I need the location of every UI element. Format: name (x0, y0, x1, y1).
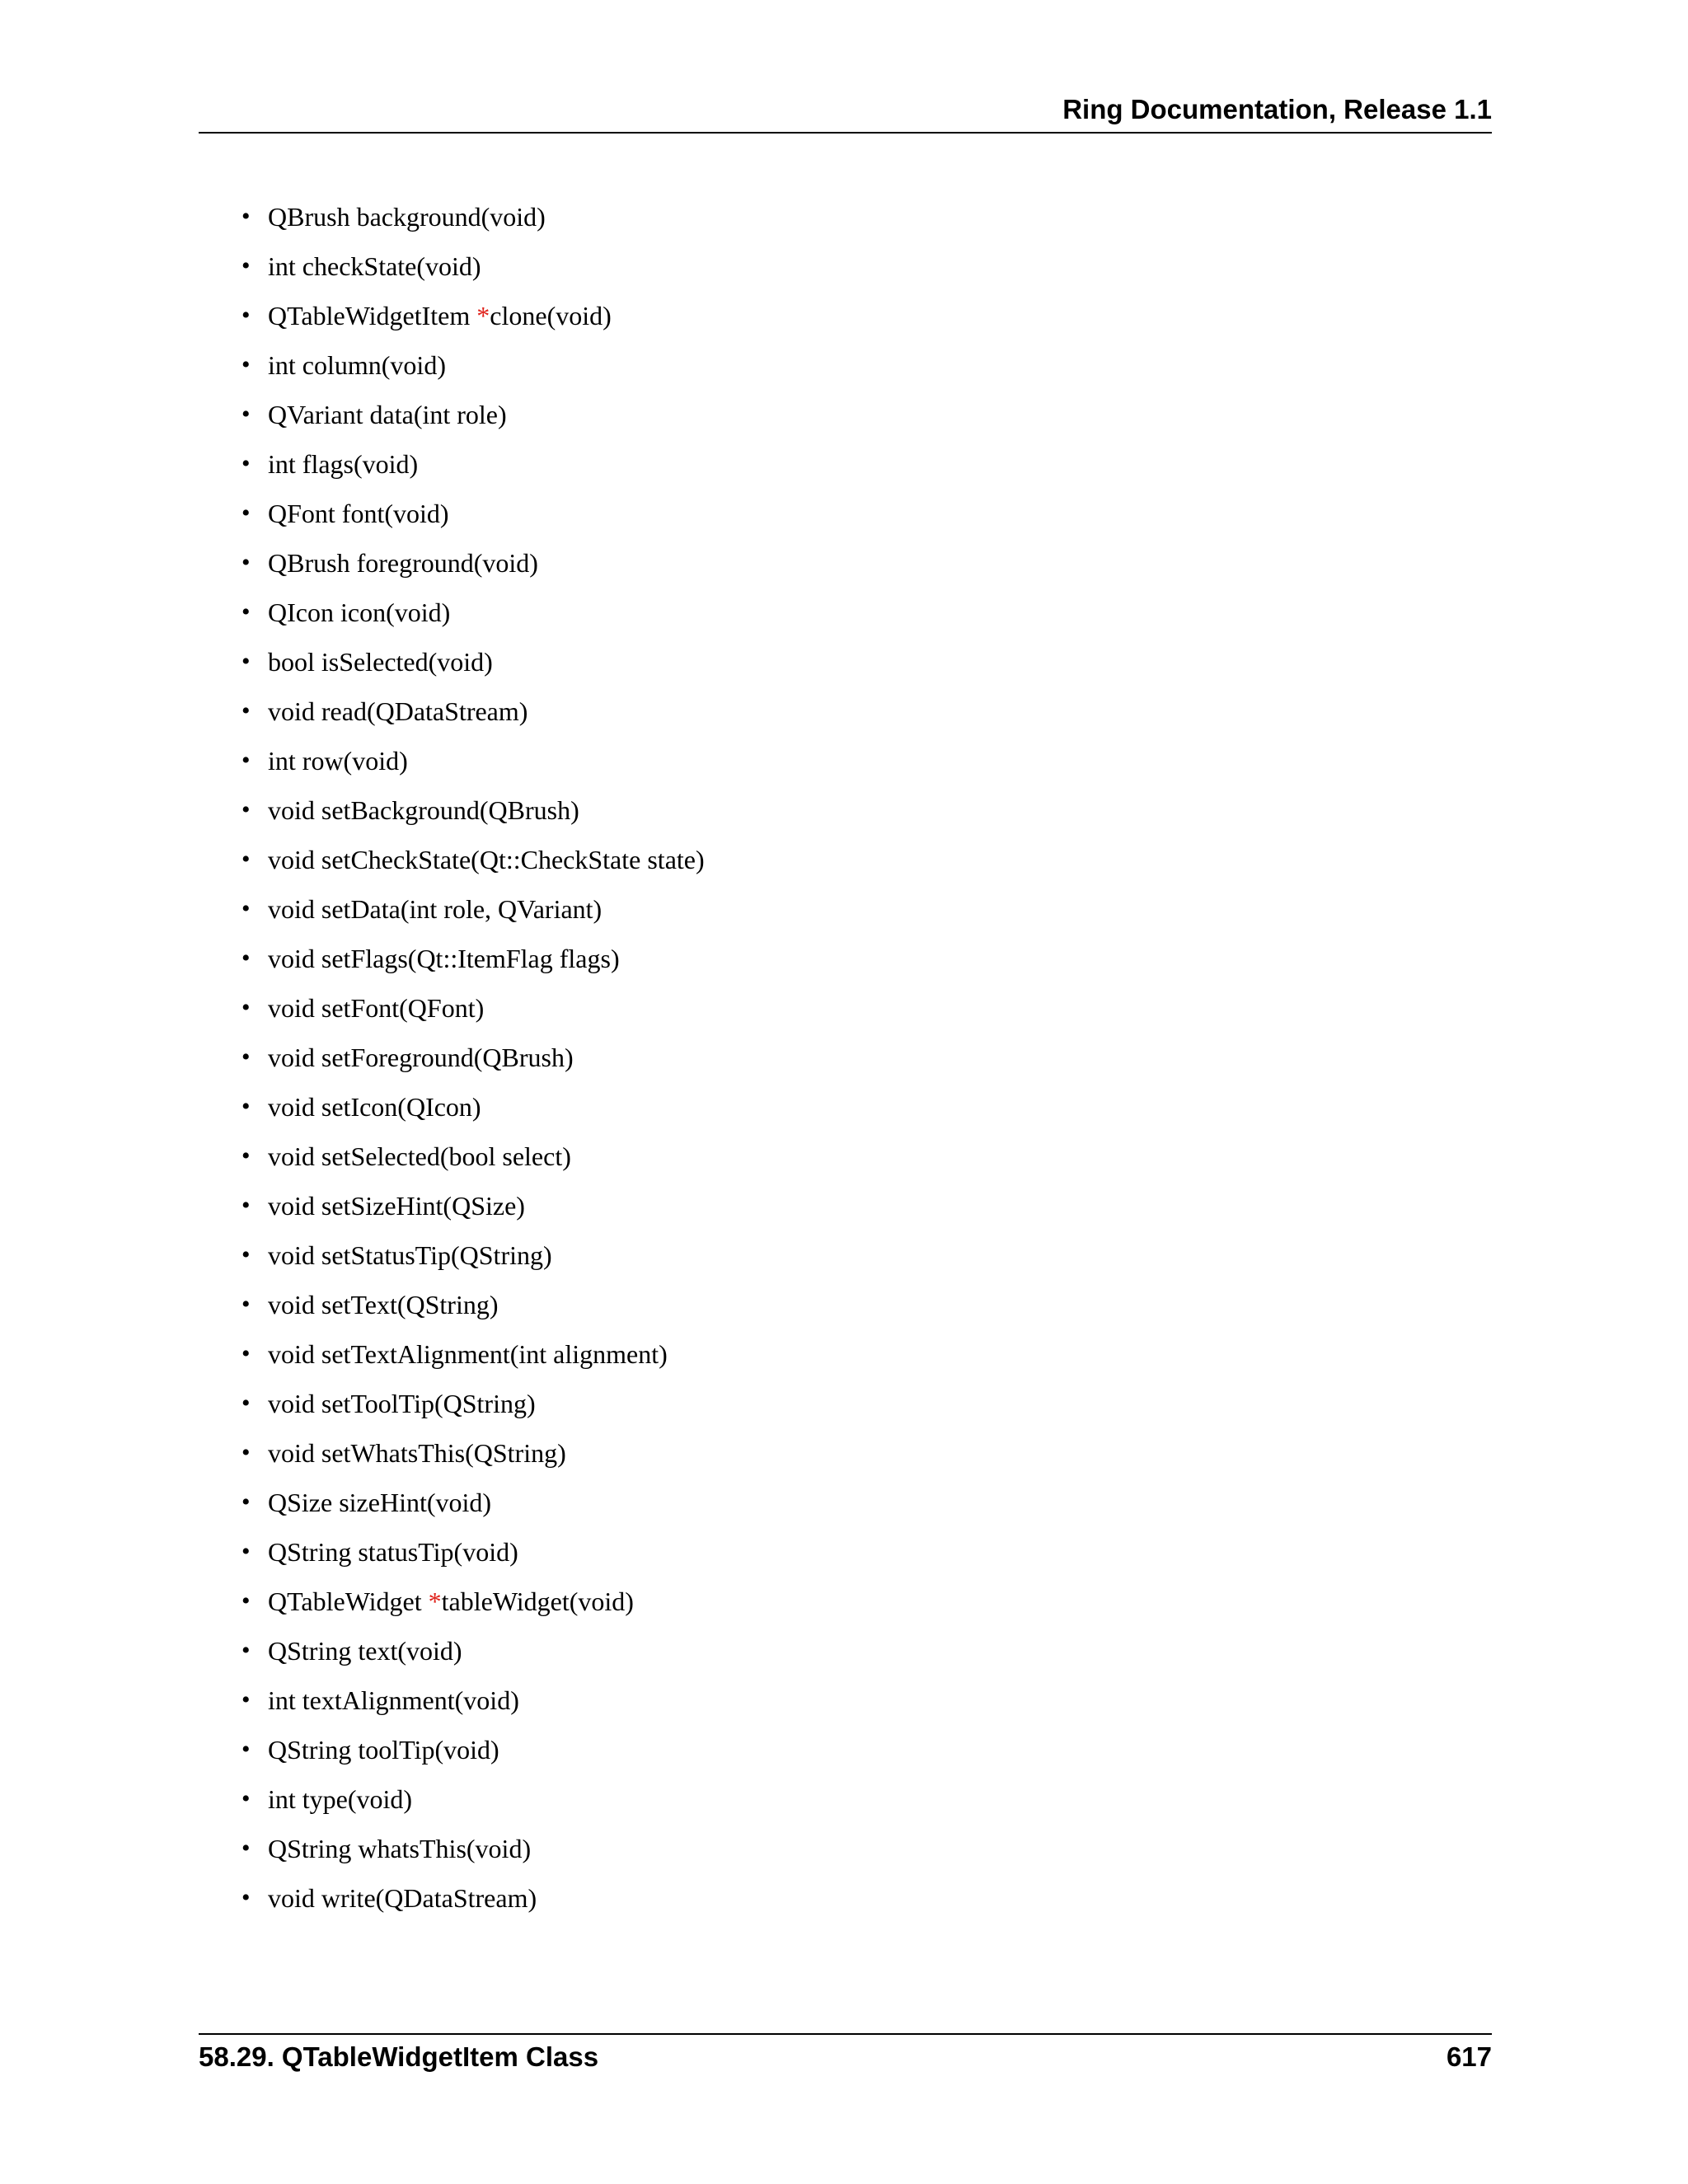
bullet-icon: • (241, 401, 251, 428)
list-item (241, 1879, 705, 1929)
bullet-icon: • (241, 1686, 251, 1713)
method-signature: void setStatusTip(QString) (268, 1240, 552, 1270)
bullet-icon: • (241, 499, 251, 527)
method-signature: QBrush foreground(void) (268, 548, 538, 578)
list-item (241, 841, 705, 890)
section-title: 58.29. QTableWidgetItem Class (199, 2041, 599, 2072)
list-item (241, 1236, 705, 1286)
list-item (241, 989, 705, 1038)
bullet-icon: • (241, 697, 251, 724)
method-signature-rest: clone(void) (490, 301, 612, 330)
method-signature: int column(void) (268, 350, 446, 380)
method-signature: QString whatsThis(void) (268, 1834, 532, 1863)
list-item (241, 544, 705, 593)
method-signature: QSize sizeHint(void) (268, 1488, 492, 1517)
bullet-icon: • (241, 302, 251, 329)
list-item (241, 1038, 705, 1088)
bullet-icon: • (241, 1439, 251, 1466)
method-signature: void setSelected(bool select) (268, 1141, 571, 1171)
method-signature: QTableWidgetItem (268, 301, 477, 330)
bullet-icon: • (241, 351, 251, 378)
list-item (241, 297, 705, 346)
bullet-icon: • (241, 252, 251, 279)
list-item (241, 1335, 705, 1385)
bullet-icon: • (241, 1835, 251, 1862)
list-item (241, 346, 705, 396)
method-signature: void write(QDataStream) (268, 1883, 537, 1913)
bullet-icon: • (241, 1587, 251, 1615)
method-signature: void setText(QString) (268, 1290, 499, 1319)
bullet-icon: • (241, 598, 251, 626)
bullet-icon: • (241, 1291, 251, 1318)
list-item (241, 742, 705, 791)
method-signature: void setFlags(Qt::ItemFlag flags) (268, 944, 620, 973)
bullet-icon: • (241, 1390, 251, 1417)
bullet-icon: • (241, 203, 251, 230)
bullet-icon: • (241, 648, 251, 675)
method-signature: QBrush background(void) (268, 202, 546, 232)
method-signature: void setTextAlignment(int alignment) (268, 1339, 668, 1369)
bullet-icon: • (241, 846, 251, 873)
list-item (241, 1681, 705, 1731)
method-signature: void setCheckState(Qt::CheckState state) (268, 845, 705, 874)
pointer-star: * (476, 301, 490, 330)
method-signature: QFont font(void) (268, 499, 449, 528)
list-item (241, 396, 705, 445)
list-item (241, 198, 705, 247)
bullet-icon: • (241, 944, 251, 972)
list-item (241, 247, 705, 297)
page-number: 617 (1446, 2041, 1492, 2072)
bullet-icon: • (241, 1340, 251, 1367)
list-item (241, 1533, 705, 1582)
pointer-star: * (428, 1586, 442, 1616)
list-item (241, 445, 705, 494)
method-signature: bool isSelected(void) (268, 647, 493, 677)
bullet-icon: • (241, 895, 251, 922)
list-item (241, 791, 705, 841)
method-signature: QString statusTip(void) (268, 1537, 518, 1567)
method-signature: void setIcon(QIcon) (268, 1092, 481, 1122)
bullet-icon: • (241, 747, 251, 774)
list-item (241, 1286, 705, 1335)
method-list (241, 198, 705, 1929)
list-item (241, 1137, 705, 1187)
bullet-icon: • (241, 1192, 251, 1219)
list-item (241, 1830, 705, 1879)
method-signature: void setSizeHint(QSize) (268, 1191, 525, 1221)
page-header (199, 89, 1492, 134)
page-footer (199, 2033, 1492, 2093)
list-item (241, 1187, 705, 1236)
bullet-icon: • (241, 1637, 251, 1664)
list-item (241, 593, 705, 643)
bullet-icon: • (241, 1043, 251, 1071)
bullet-icon: • (241, 549, 251, 576)
list-item (241, 692, 705, 742)
list-item (241, 494, 705, 544)
method-signature: int checkState(void) (268, 251, 481, 281)
method-signature: int flags(void) (268, 449, 419, 479)
bullet-icon: • (241, 450, 251, 477)
method-signature: int type(void) (268, 1784, 413, 1814)
list-item (241, 1483, 705, 1533)
bullet-icon: • (241, 796, 251, 823)
bullet-icon: • (241, 994, 251, 1021)
bullet-icon: • (241, 1785, 251, 1812)
list-item (241, 1434, 705, 1483)
method-signature: void setForeground(QBrush) (268, 1043, 574, 1072)
bullet-icon: • (241, 1736, 251, 1763)
method-signature: QVariant data(int role) (268, 400, 507, 429)
method-signature: QString toolTip(void) (268, 1735, 499, 1765)
method-signature: QIcon icon(void) (268, 598, 451, 627)
method-signature: void setData(int role, QVariant) (268, 894, 603, 924)
method-signature: int textAlignment(void) (268, 1685, 519, 1715)
bullet-icon: • (241, 1884, 251, 1911)
document-title: Ring Documentation, Release 1.1 (1062, 94, 1492, 124)
list-item (241, 890, 705, 940)
list-item (241, 643, 705, 692)
method-signature-rest: tableWidget(void) (441, 1586, 634, 1616)
method-signature: int row(void) (268, 746, 408, 776)
bullet-icon: • (241, 1488, 251, 1516)
list-item (241, 940, 705, 989)
bullet-icon: • (241, 1142, 251, 1169)
method-signature: void setFont(QFont) (268, 993, 485, 1023)
method-signature: QString text(void) (268, 1636, 462, 1666)
bullet-icon: • (241, 1093, 251, 1120)
list-item (241, 1731, 705, 1780)
list-item (241, 1780, 705, 1830)
list-item (241, 1632, 705, 1681)
method-signature: void setWhatsThis(QString) (268, 1438, 566, 1468)
list-item (241, 1088, 705, 1137)
method-signature: void read(QDataStream) (268, 696, 528, 726)
bullet-icon: • (241, 1241, 251, 1268)
list-item (241, 1582, 705, 1632)
list-item (241, 1385, 705, 1434)
method-signature: void setToolTip(QString) (268, 1389, 536, 1418)
method-signature: void setBackground(QBrush) (268, 795, 579, 825)
bullet-icon: • (241, 1538, 251, 1565)
method-signature: QTableWidget (268, 1586, 429, 1616)
